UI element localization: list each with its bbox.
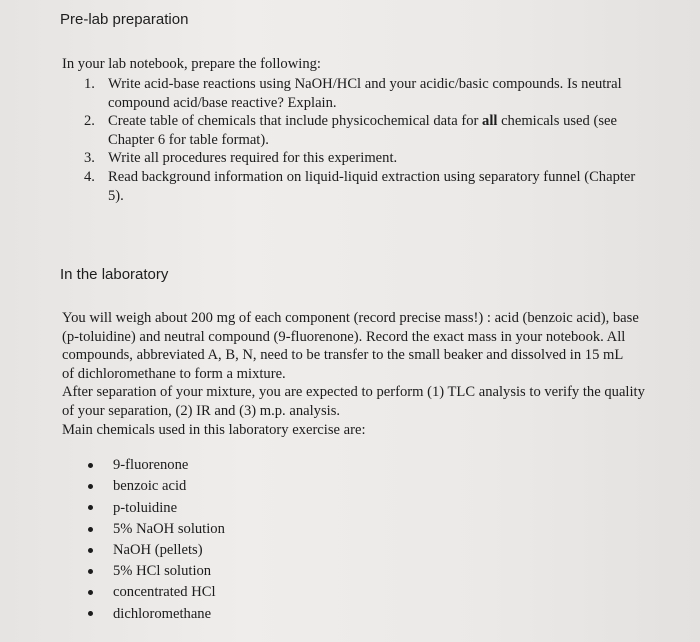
paragraph-line: compounds, abbreviated A, B, N, need to be transfer to the small beaker and dissolved in 15 mL <box>62 347 624 364</box>
section-heading-prelab: Pre-lab preparation <box>60 11 189 28</box>
paragraph-line: Main chemicals used in this laboratory exercise are: <box>62 421 366 438</box>
chemical-item <box>88 476 225 497</box>
step-text-line: compound acid/base reactive? Explain. <box>108 94 337 111</box>
step-text <box>108 75 674 112</box>
step-text <box>108 149 674 168</box>
bullet-icon <box>88 505 93 510</box>
step-item-1 <box>84 75 674 112</box>
step-number: 1. <box>84 76 95 92</box>
chemical-name: 5% NaOH solution <box>113 520 225 537</box>
bullet-icon <box>88 527 93 532</box>
bullet-icon <box>88 611 93 616</box>
step-text-line: Write acid-base reactions using NaOH/HCl and your acidic/basic compounds. Is neutral <box>108 76 622 92</box>
bullet-icon <box>88 484 93 489</box>
chemical-name: p-toluidine <box>113 499 178 516</box>
step-number: 2. <box>84 113 95 130</box>
paragraph-line: After separation of your mixture, you are expected to perform (1) TLC analysis to verify the quality <box>62 384 645 401</box>
bullet-icon <box>88 548 93 553</box>
paragraph-line: (p-toluidine) and neutral compound (9-fluorenone). Record the exact mass in your notebook. All <box>62 328 626 345</box>
step-item-4 <box>84 168 674 205</box>
chemical-item <box>88 603 225 624</box>
bullet-icon <box>88 569 93 574</box>
laboratory-paragraph <box>62 309 672 439</box>
step-number: 3. <box>84 150 95 167</box>
chemical-item <box>88 455 225 476</box>
chemical-item <box>88 561 225 582</box>
intro-text: In your lab notebook, prepare the following: <box>62 56 321 72</box>
step-number: 4. <box>84 168 95 185</box>
step-text-line: 5). <box>108 187 124 204</box>
paragraph-line: You will weigh about 200 mg of each component (record precise mass!) : acid (benzoic acid), base <box>62 310 639 326</box>
chemical-item <box>88 582 225 603</box>
chemical-name: 9-fluorenone <box>113 457 189 474</box>
chemical-name: benzoic acid <box>113 478 187 495</box>
step-text-line: Read background information on liquid-liquid extraction using separatory funnel (Chapter <box>108 168 636 185</box>
chemical-name: dichloromethane <box>113 605 212 622</box>
bullet-icon <box>88 590 93 595</box>
paragraph-line: of dichloromethane to form a mixture. <box>62 365 286 382</box>
chemical-name: NaOH (pellets) <box>113 542 203 559</box>
section-heading-laboratory: In the laboratory <box>60 266 169 283</box>
step-text-line: Write all procedures required for this experiment. <box>108 150 398 167</box>
step-text-line: Chapter 6 for table format). <box>108 131 269 148</box>
step-text-bold: all <box>482 113 498 130</box>
step-text-line <box>108 112 674 131</box>
chemicals-list <box>88 455 225 625</box>
step-item-3 <box>84 149 674 168</box>
chemical-name: concentrated HCl <box>113 584 216 601</box>
step-item-2 <box>84 112 674 149</box>
prelab-steps-list <box>84 75 674 205</box>
step-text-part: Create table of chemicals that include physicochemical data for <box>108 113 483 130</box>
paragraph-line: of your separation, (2) IR and (3) m.p. analysis. <box>62 402 341 419</box>
step-text-part: chemicals used (see <box>497 113 617 130</box>
chemical-item <box>88 497 225 518</box>
chemical-name: 5% HCl solution <box>113 563 212 580</box>
chemical-item <box>88 519 225 540</box>
step-text <box>108 168 674 205</box>
chemical-item <box>88 540 225 561</box>
bullet-icon <box>88 463 93 468</box>
step-text <box>108 112 674 149</box>
